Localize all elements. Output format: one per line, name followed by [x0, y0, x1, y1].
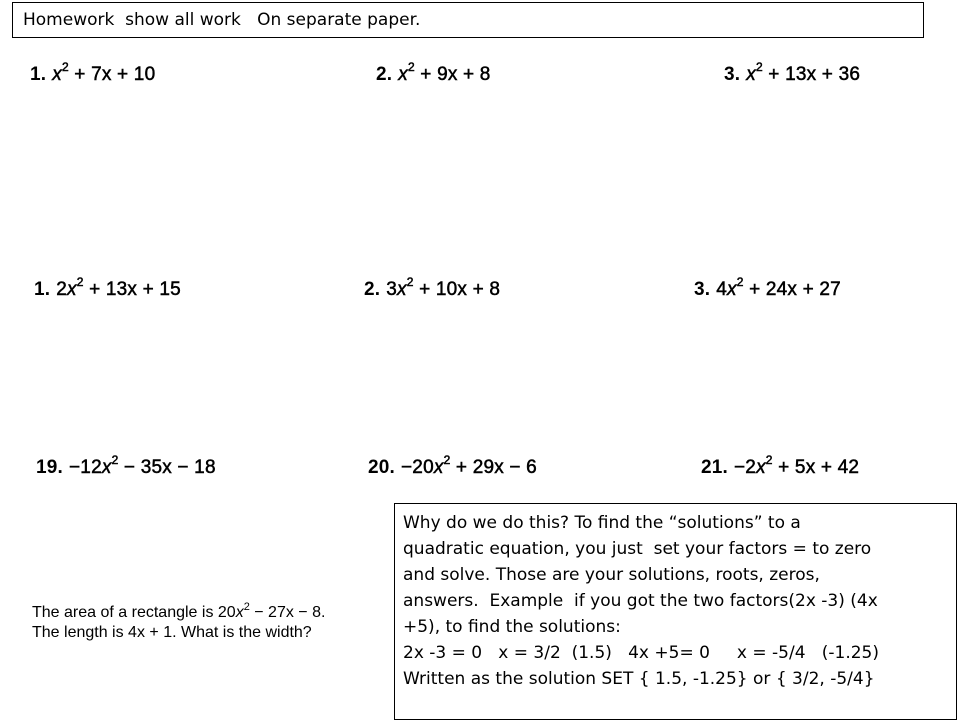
problem-1-row2 — [34, 275, 181, 301]
note-line: Written as the solution SET { 1.5, -1.25} or { 3/2, -5/4} — [403, 669, 875, 689]
note-line: quadratic equation, you just set your factors = to zero — [403, 539, 872, 559]
word-problem-line-1: The area of a rectangle is $20x^2 - 27x - 8$. — [32, 601, 326, 621]
problem-number: 21. — [701, 457, 729, 478]
problem-3-row1 — [724, 60, 861, 86]
explanation-box — [394, 503, 957, 720]
problem-1-row1 — [30, 60, 156, 86]
problem-expression: $3x^2 + 10x + 8$ — [386, 275, 501, 300]
problem-expression: $-2x^2 + 5x + 42$ — [734, 453, 860, 478]
problem-expression: $x^2 + 9x + 8$ — [398, 60, 491, 85]
note-line: answers. Example if you got the two factors(2x -3) (4x — [403, 591, 878, 611]
word-problem — [32, 603, 392, 643]
problem-expression: $-20x^2 + 29x - 6$ — [401, 453, 537, 478]
note-line: and solve. Those are your solutions, roots, zeros, — [403, 565, 820, 585]
problem-number: 2. — [376, 64, 393, 85]
problem-number: 2. — [364, 279, 381, 300]
problem-expression: $-12x^2 - 35x - 18$ — [69, 453, 216, 478]
problem-21 — [701, 453, 860, 479]
problem-number: 19. — [36, 457, 64, 478]
note-line: 2x -3 = 0 x = 3/2 (1.5) 4x +5= 0 x = -5/4 (-1.25) — [403, 643, 879, 663]
homework-header: Homework show all work On separate paper. — [12, 2, 924, 38]
note-line: Why do we do this? To find the “solutions” to a — [403, 513, 801, 533]
problem-20 — [368, 453, 537, 479]
problem-number: 3. — [694, 279, 711, 300]
problem-number: 1. — [34, 279, 51, 300]
word-problem-line-2: The length is 4x + 1. What is the width? — [32, 624, 312, 641]
problem-expression: $4x^2 + 24x + 27$ — [716, 275, 841, 300]
problem-2-row2 — [364, 275, 501, 301]
problem-3-row2 — [694, 275, 841, 301]
problem-number: 1. — [30, 64, 47, 85]
problem-19 — [36, 453, 216, 479]
problem-expression: $2x^2 + 13x + 15$ — [56, 275, 181, 300]
problem-number: 20. — [368, 457, 396, 478]
problem-2-row1 — [376, 60, 491, 86]
problem-number: 3. — [724, 64, 741, 85]
note-line: +5), to find the solutions: — [403, 617, 621, 637]
problem-expression: $x^2 + 7x + 10$ — [52, 60, 156, 85]
problem-expression: $x^2 + 13x + 36$ — [746, 60, 861, 85]
